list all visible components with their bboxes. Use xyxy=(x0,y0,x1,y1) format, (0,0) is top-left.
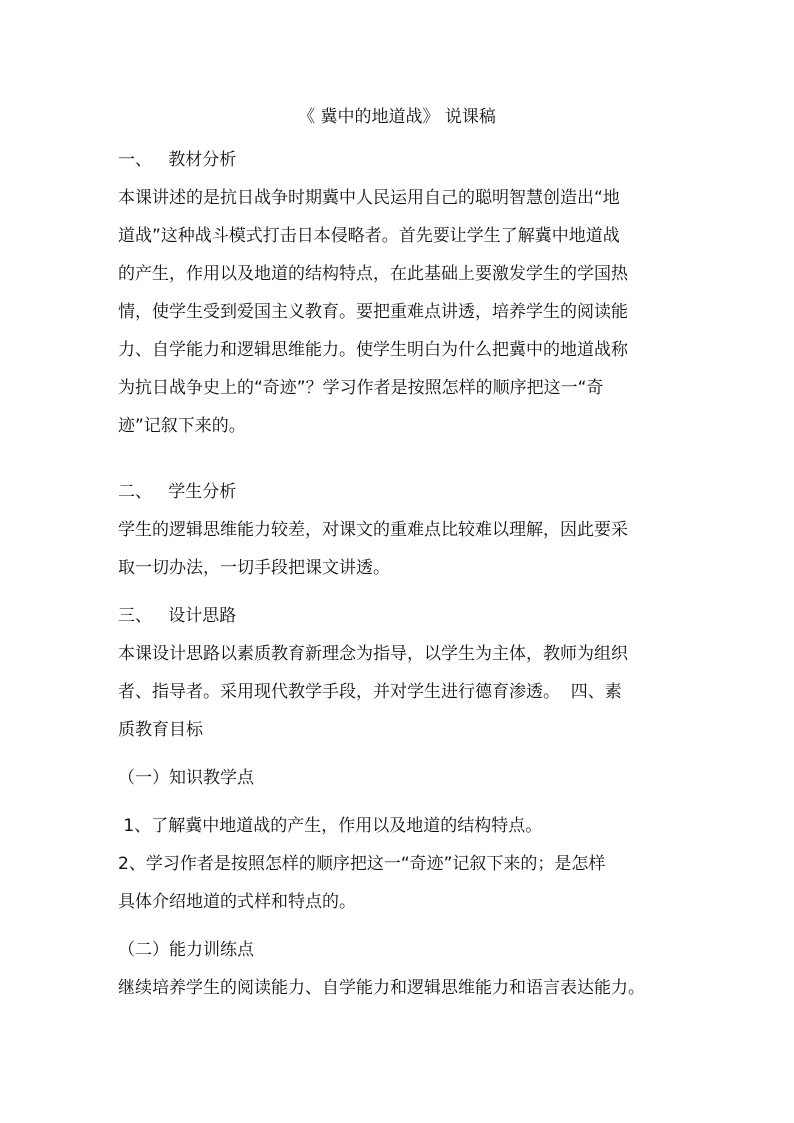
paragraph-line: 质教育目标 xyxy=(118,720,203,740)
list-item: 1、了解冀中地道战的产生，作用以及地道的结构特点。 xyxy=(118,816,543,836)
paragraph-line: 道战”这种战斗模式打击日本侵略者。首先要让学生了解冀中地道战 xyxy=(118,226,620,246)
paragraph-line: 学生的逻辑思维能力较差，对课文的重难点比较难以理解，因此要采 xyxy=(118,520,628,540)
paragraph-line: 取一切办法，一切手段把课文讲透。 xyxy=(118,558,390,578)
document-title: 《 冀中的地道战》 说课稿 xyxy=(298,107,496,127)
paragraph-line: 情，使学生受到爱国主义教育。要把重难点讲透，培养学生的阅读能 xyxy=(118,302,628,322)
list-item: 2、学习作者是按照怎样的顺序把这一“奇迹”记叙下来的；是怎样 xyxy=(118,854,606,874)
paragraph-line: 继续培养学生的阅读能力、自学能力和逻辑思维能力和语言表达能力。 xyxy=(118,978,645,998)
paragraph-line: 具体介绍地道的式样和特点的。 xyxy=(118,892,356,912)
section-heading-student-analysis: 二、 学生分析 xyxy=(118,482,237,502)
paragraph-line: 本课讲述的是抗日战争时期冀中人民运用自己的聪明智慧创造出“地 xyxy=(118,188,620,208)
paragraph-line: 为抗日战争史上的“奇迹”？学习作者是按照怎样的顺序把这一“奇 xyxy=(118,378,604,398)
subsection-heading-ability: （二）能力训练点 xyxy=(118,940,254,960)
paragraph-line: 的产生，作用以及地道的结构特点，在此基础上要激发学生的学国热 xyxy=(118,264,628,284)
section-heading-textbook-analysis: 一、 教材分析 xyxy=(118,150,237,170)
section-heading-design-idea: 三、 设计思路 xyxy=(118,606,237,626)
paragraph-line: 力、自学能力和逻辑思维能力。使学生明白为什么把冀中的地道战称 xyxy=(118,340,628,360)
subsection-heading-knowledge: （一）知识教学点 xyxy=(118,768,254,788)
paragraph-line: 者、指导者。采用现代教学手段，并对学生进行德育渗透。 四、素 xyxy=(118,682,622,702)
paragraph-line: 迹”记叙下来的。 xyxy=(118,416,246,436)
paragraph-line: 本课设计思路以素质教育新理念为指导，以学生为主体，教师为组织 xyxy=(118,644,628,664)
